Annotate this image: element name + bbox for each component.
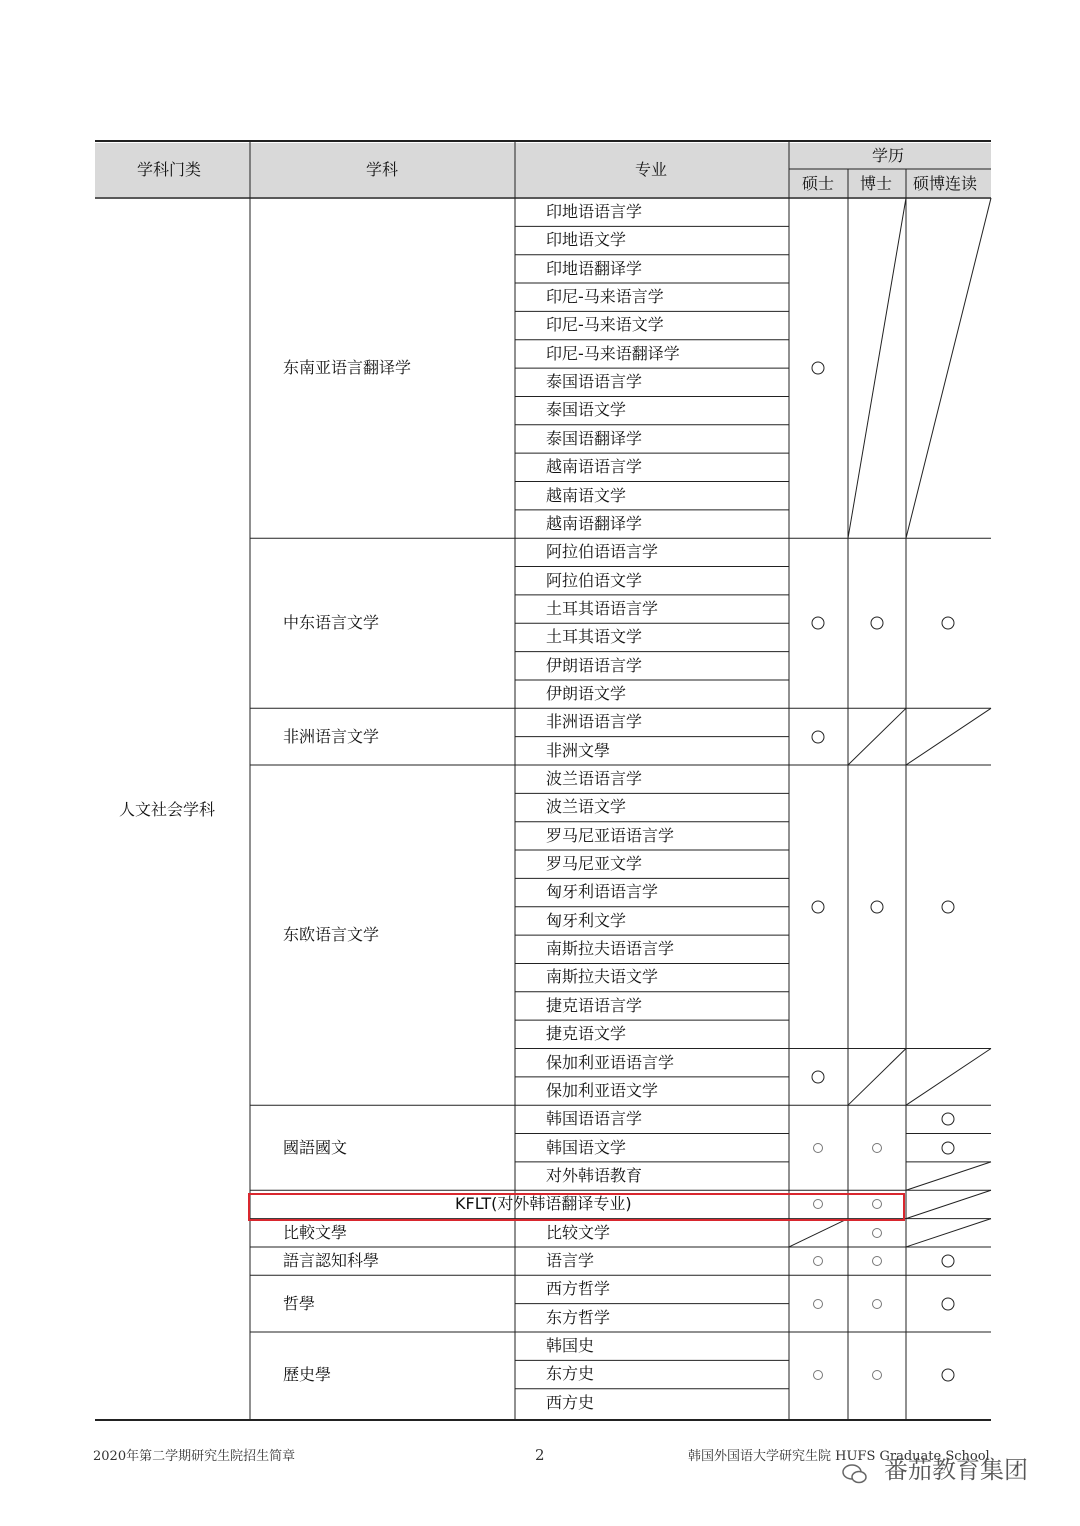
header-department: 学科 — [366, 160, 399, 179]
footer-right: 韩国外国语大学研究生院 HUFS Graduate School — [688, 1449, 990, 1464]
major-name: 土耳其语文学 — [546, 627, 643, 647]
grid-line — [906, 1162, 991, 1190]
degree-mark — [812, 617, 825, 630]
degree-mark — [813, 1299, 823, 1309]
degree-mark — [942, 1255, 955, 1268]
major-name: 伊朗语文学 — [546, 683, 627, 703]
degree-mark — [942, 1141, 955, 1154]
major-name: 印尼-马来语文学 — [546, 315, 664, 335]
major-name: 西方哲学 — [546, 1279, 611, 1299]
category-name: 人文社会学科 — [119, 800, 216, 819]
major-name: 泰国语文学 — [546, 400, 627, 420]
major-name: 非洲文學 — [546, 740, 611, 760]
major-name: 捷克语文学 — [546, 1024, 627, 1044]
grid-line — [906, 1049, 991, 1106]
grid-line — [848, 1049, 906, 1106]
major-name: 印尼-马来语言学 — [546, 287, 664, 307]
wechat-icon — [842, 1464, 868, 1484]
degree-mark — [872, 1228, 882, 1238]
major-name: 阿拉伯语语言学 — [546, 542, 659, 562]
major-name: 印地语文学 — [546, 230, 627, 250]
header-combined: 硕博连读 — [913, 174, 978, 193]
major-name: 语言学 — [546, 1250, 595, 1270]
header-phd: 博士 — [860, 174, 893, 193]
header-major: 专业 — [635, 160, 668, 179]
major-name: 印地语语言学 — [546, 202, 643, 221]
major-name: 西方史 — [546, 1392, 595, 1412]
degree-mark — [872, 1299, 882, 1309]
dept-name: 东南亚语言翻译学 — [283, 358, 412, 378]
major-name: 韩国语文学 — [546, 1137, 627, 1157]
degree-mark — [942, 1113, 955, 1126]
degree-mark — [812, 362, 825, 375]
major-name: 越南语文学 — [546, 485, 627, 505]
header-category: 学科门类 — [137, 160, 202, 179]
major-name: 匈牙利语语言学 — [546, 882, 659, 902]
degree-mark — [813, 1370, 823, 1380]
major-name: 对外韩语教育 — [546, 1165, 643, 1185]
major-name: 东方史 — [546, 1364, 595, 1384]
dept-name: 國語國文 — [283, 1137, 348, 1157]
dept-name: 东欧语言文学 — [283, 925, 380, 945]
major-name: 越南语语言学 — [546, 457, 643, 477]
degree-mark — [942, 1297, 955, 1310]
major-name: 东方哲学 — [546, 1307, 611, 1327]
major-name: 泰国语语言学 — [546, 372, 643, 392]
grid-line — [789, 1219, 848, 1247]
major-name: 波兰语语言学 — [546, 769, 643, 788]
watermark: 番茄教育集团 — [884, 1456, 1028, 1484]
degree-mark — [813, 1143, 823, 1153]
major-name: 越南语翻译学 — [546, 513, 643, 533]
degree-mark — [942, 1368, 955, 1381]
degree-mark — [942, 617, 955, 630]
footer-page: 2 — [535, 1446, 545, 1464]
degree-mark — [871, 617, 884, 630]
dept-name: 歷史學 — [283, 1364, 332, 1384]
grid-line — [848, 708, 906, 765]
major-name: 韩国语语言学 — [546, 1109, 643, 1129]
degree-mark — [812, 730, 825, 743]
major-name: 保加利亚语文学 — [546, 1080, 659, 1100]
degree-mark — [872, 1370, 882, 1380]
major-name: 土耳其语语言学 — [546, 598, 659, 618]
degree-mark — [942, 900, 955, 913]
degree-mark — [872, 1256, 882, 1266]
dept-name: 中东语言文学 — [283, 613, 380, 633]
grid-line — [906, 198, 991, 538]
major-name: 印尼-马来语翻译学 — [546, 343, 680, 363]
major-name: 匈牙利文学 — [546, 910, 627, 930]
major-name: 波兰语文学 — [546, 797, 627, 817]
dept-name-kflt: KFLT(对外韩语翻译专业) — [455, 1194, 632, 1214]
major-name: 泰国语翻译学 — [546, 428, 643, 448]
degree-mark — [812, 900, 825, 913]
grid-line — [906, 1190, 991, 1218]
degree-mark — [813, 1256, 823, 1266]
major-name: 保加利亚语语言学 — [546, 1052, 675, 1072]
grid-line — [906, 708, 991, 765]
major-name: 罗马尼亚文学 — [546, 854, 643, 874]
highlight-box — [248, 1193, 905, 1221]
footer-left: 2020年第二学期研究生院招生简章 — [93, 1449, 296, 1464]
degree-mark — [871, 900, 884, 913]
grid-line — [848, 198, 906, 538]
major-name: 非洲语语言学 — [546, 712, 643, 732]
major-name: 南斯拉夫语语言学 — [546, 939, 675, 959]
header-degree: 学历 — [872, 146, 905, 165]
major-name: 捷克语语言学 — [546, 995, 643, 1015]
major-name: 阿拉伯语文学 — [546, 570, 643, 590]
grid-line — [906, 1219, 991, 1247]
major-name: 印地语翻译学 — [546, 258, 643, 278]
degree-mark — [812, 1070, 825, 1083]
dept-name: 哲學 — [283, 1293, 316, 1313]
major-name: 伊朗语语言学 — [546, 655, 643, 675]
dept-name: 語言認知科學 — [283, 1251, 380, 1271]
dept-name: 非洲语言文学 — [283, 726, 380, 746]
degree-mark — [872, 1143, 882, 1153]
major-name: 韩国史 — [546, 1336, 595, 1355]
major-name: 比较文学 — [546, 1222, 611, 1242]
major-name: 南斯拉夫语文学 — [546, 967, 659, 987]
header-master: 硕士 — [802, 174, 835, 193]
major-name: 罗马尼亚语语言学 — [546, 825, 675, 845]
dept-name: 比較文學 — [283, 1222, 348, 1242]
